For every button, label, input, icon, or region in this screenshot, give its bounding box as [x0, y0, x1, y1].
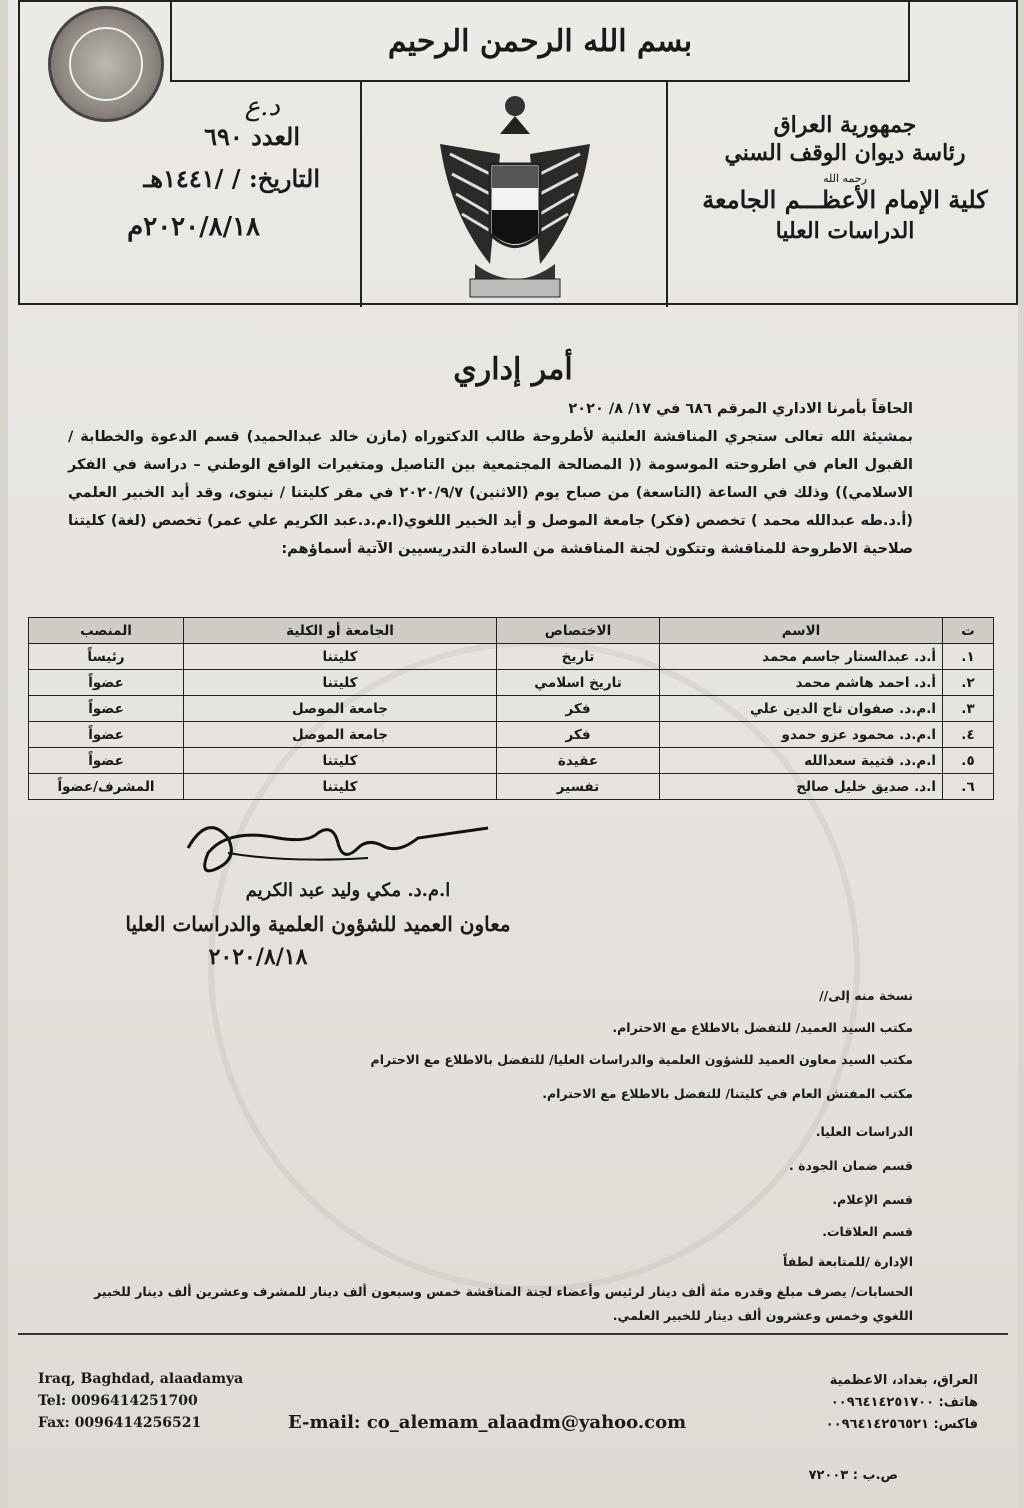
footer-contact-ar — [826, 1370, 978, 1436]
copies-heading: نسخة منه إلى// — [819, 988, 913, 1003]
footer-address-en: Iraq, Baghdad, alaadamya — [38, 1371, 244, 1387]
footer-fax-ar: فاكس: ٠٠٩٦٤١٤٢٥٦٥٢١ — [825, 1417, 978, 1432]
col-header-specialty: الاختصاص — [497, 618, 660, 644]
table-row: ٢. أ.د. احمد هاشم محمد تاريخ اسلامي كليتنا عضواً — [29, 670, 994, 696]
footer-contact-en — [38, 1368, 243, 1434]
signature-date: ٢٠٢٠/٨/١٨ — [208, 944, 308, 970]
table-row: ٣. ا.م.د. صفوان تاج الدين علي فكر جامعة الموصل عضواً — [29, 696, 994, 722]
footer-divider — [18, 1333, 1008, 1335]
signer-name: ا.م.د. مكي وليد عبد الكريم — [245, 880, 451, 901]
footer-fax-en: Fax: 0096414256521 — [38, 1415, 202, 1431]
country-name: جمهورية العراق — [773, 112, 917, 138]
department-name: الدراسات العليا — [775, 218, 915, 244]
table-row: ١. أ.د. عبدالستار جاسم محمد تاريخ كليتنا رئيساً — [29, 644, 994, 670]
handwritten-signature-icon — [168, 808, 568, 888]
rahimahullah-note: رحمه الله — [823, 172, 867, 185]
col-header-name: الاسم — [660, 618, 943, 644]
list-item: مكتب السيد العميد/ للتفضل بالاطلاع مع الاحترام. — [612, 1020, 913, 1035]
col-header-role: المنصب — [29, 618, 184, 644]
footer-tel-en: Tel: 0096414251700 — [38, 1393, 198, 1409]
list-item: قسم الإعلام. — [832, 1192, 913, 1207]
col-header-number: ت — [943, 618, 994, 644]
date-gregorian: ٢٠٢٠/٨/١٨م — [127, 212, 260, 242]
document-number: العدد ٦٩٠ — [204, 122, 300, 151]
order-body — [68, 395, 913, 563]
table-header-row — [29, 618, 994, 644]
list-item: قسم العلاقات. — [822, 1224, 913, 1239]
footer-tel-ar: هاتف: ٠٠٩٦٤١٤٢٥١٧٠٠ — [830, 1395, 978, 1410]
table-row: ٦. ا.د. صديق خليل صالح تفسير كليتنا المشرف/عضواً — [29, 774, 994, 800]
order-paragraph: بمشيئة الله تعالى ستجري المناقشة العلنية لأطروحة طالب الدكتوراه (مازن خالد عبدالحميد) قسم الدعوة والخطابة / القبول العام في اطروحته الموسومة (( المصالحة المجتمعية بين التاصيل ومتغيرات الواقع الوطني – دراسة في الفكر الاسلامي)) وذلك في الساعة (التاسعة) من صباح يوم (الاثنين) ٢٠٢٠/٩/٧ في مقر كليتنا / نينوى، وقد أيد الخبير العلمي (أ.د.طه عبدالله محمد ) تخصص (فكر) جامعة الموصل و أيد الخبير اللغوي(ا.م.د.عبد الكريم علي عمر) تخصص (لغة) كليتنا صلاحية الاطروحة للمناقشة وتتكون لجنة المناقشة من السادة التدريسيين الآتية أسماؤهم: — [68, 429, 914, 557]
list-item: مكتب المفتش العام في كليتنا/ للتفضل بالاطلاع مع الاحترام. — [542, 1086, 913, 1101]
order-reference: الحاقاً بأمرنا الاداري المرقم ٦٨٦ في ١٧/ ٨/ ٢٠٢٠ — [568, 401, 913, 417]
committee-table — [28, 617, 994, 800]
footer-pobox: ص.ب : ٧٢٠٠٣ — [808, 1468, 898, 1483]
number-note: د.ع — [244, 92, 280, 122]
iraq-eagle-emblem-icon — [430, 94, 600, 304]
signer-title: معاون العميد للشؤون العلمية والدراسات العليا — [125, 912, 511, 936]
college-name: كلية الإمام الأعظـــم الجامعة — [702, 185, 988, 214]
bismillah: بسم الله الرحمن الرحيم — [170, 2, 910, 82]
institution-block — [680, 112, 1010, 244]
footer-address-ar: العراق، بغداد، الاعظمية — [829, 1373, 978, 1388]
list-item: مكتب السيد معاون العميد للشؤون العلمية والدراسات العليا/ للتفضل بالاطلاع مع الاحترام — [370, 1052, 913, 1067]
letterhead — [18, 0, 1018, 305]
accounts-note: الحسابات/ يصرف مبلغ وقدره مئة ألف دينار لرئيس وأعضاء لجنة المناقشة خمس وسبعون ألف دينار للمشرف وعشرين ألف دينار للخبير اللغوي وخمس وعشرون ألف دينار للخبير العلمي. — [94, 1284, 913, 1323]
list-item: الدراسات العليا. — [815, 1124, 913, 1139]
reference-block — [40, 92, 340, 292]
table-row: ٥. ا.م.د. قتيبة سعدالله عقيدة كليتنا عضواً — [29, 748, 994, 774]
order-title: أمر إداري — [453, 352, 573, 387]
list-item: الإدارة /للمتابعة لطفاً — [783, 1254, 913, 1269]
list-item: قسم ضمان الجودة . — [789, 1158, 913, 1173]
presidency-name: رئاسة ديوان الوقف السني — [724, 140, 966, 166]
document-page — [8, 0, 1018, 1508]
footer-email: E-mail: co_alemam_alaadm@yahoo.com — [288, 1412, 687, 1433]
col-header-university: الجامعة أو الكلية — [184, 618, 497, 644]
table-row: ٤. ا.م.د. محمود عزو حمدو فكر جامعة الموصل عضواً — [29, 722, 994, 748]
date-hijri: التاريخ: / /١٤٤١هـ — [143, 164, 320, 193]
